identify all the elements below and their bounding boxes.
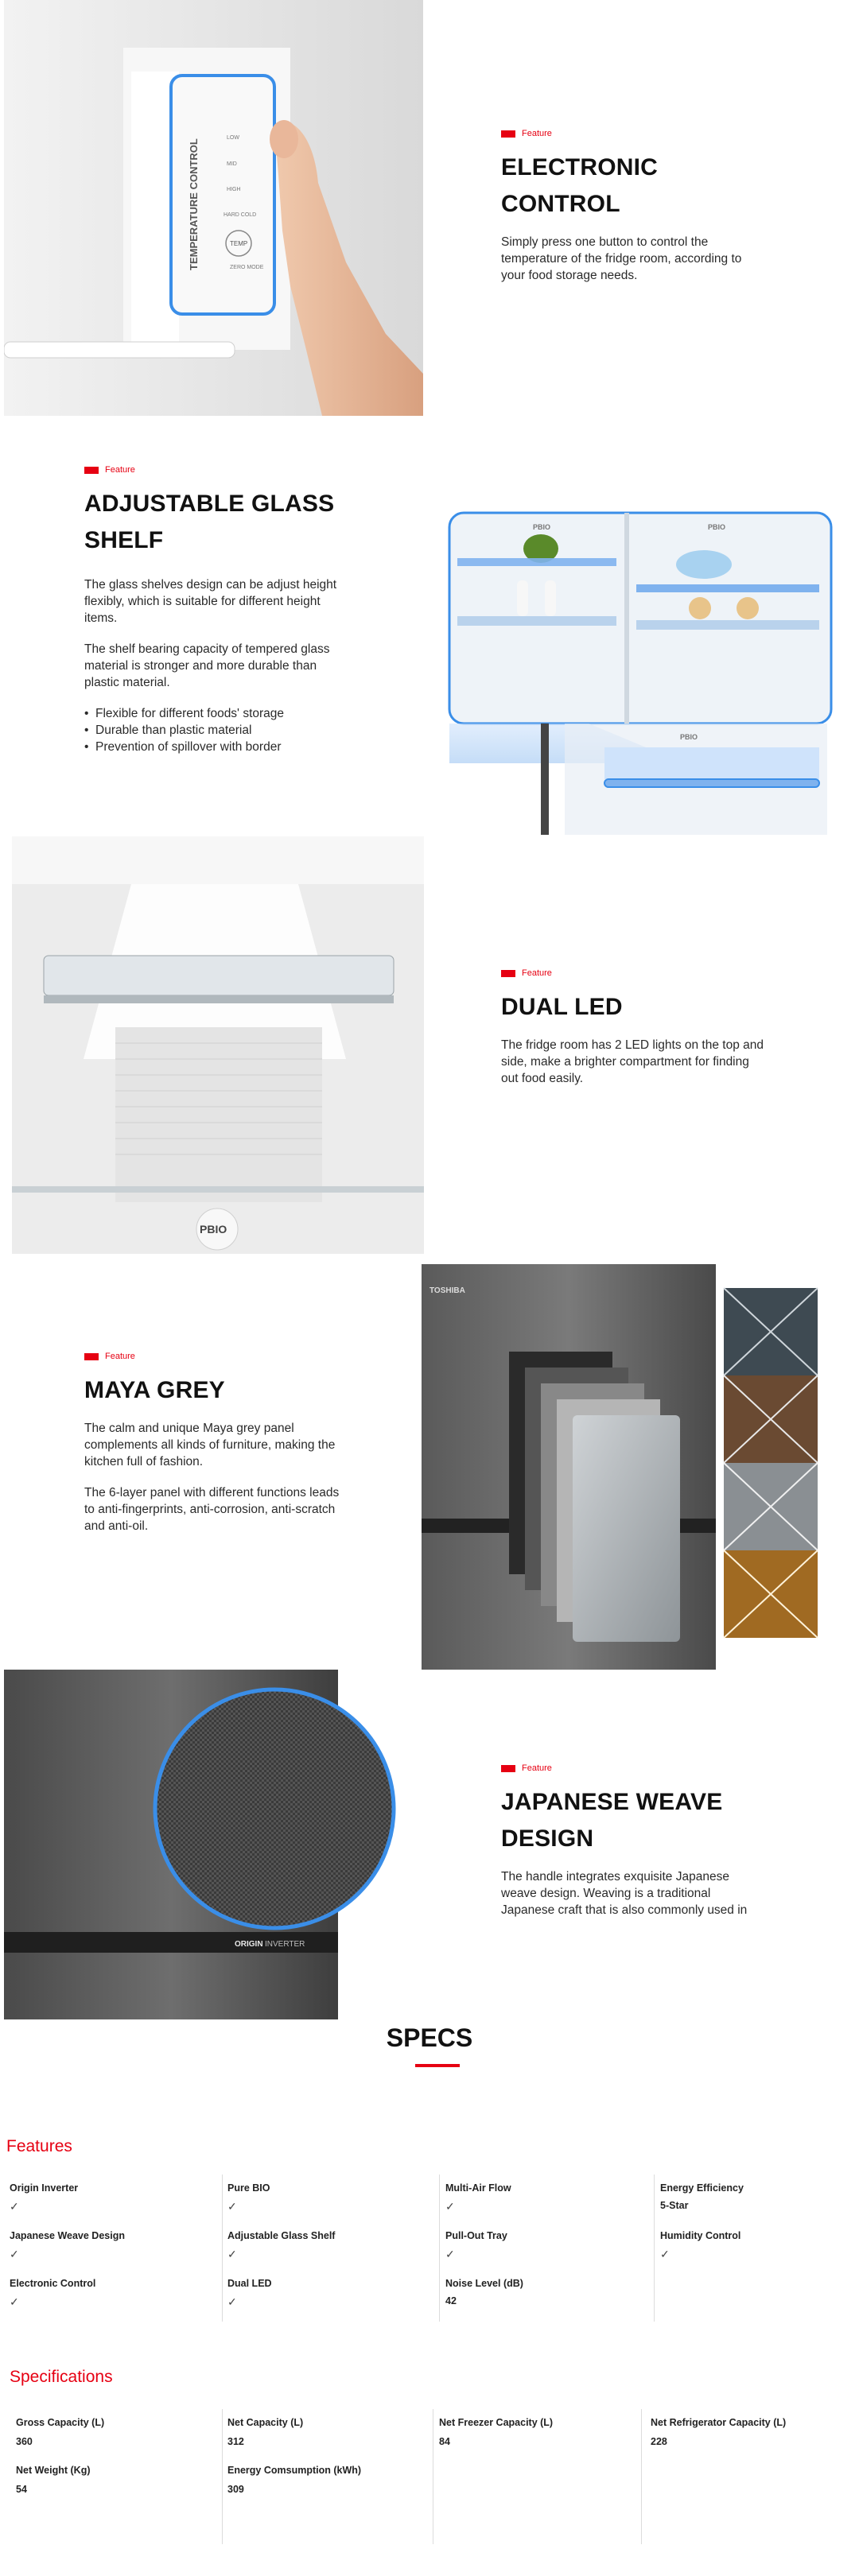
spec-feature-value: 42: [445, 2295, 457, 2306]
weave-design-text: [501, 1763, 764, 1933]
spec-name: Net Freezer Capacity (L): [439, 2417, 554, 2428]
maya-grey-text: [84, 1352, 351, 1549]
feature-tag: Feature: [501, 968, 764, 978]
features-heading: Features: [6, 2137, 72, 2155]
svg-text:PBIO: PBIO: [200, 1223, 227, 1236]
svg-text:PBIO: PBIO: [533, 523, 551, 531]
feature-title: MAYA GREY: [84, 1377, 225, 1403]
dual-led-text: [501, 968, 764, 1101]
column-divider: [222, 2409, 223, 2544]
spec-value: 54: [16, 2484, 27, 2495]
feature-bullets: [84, 705, 351, 755]
feature-tag: Feature: [84, 465, 351, 475]
spec-value: 84: [439, 2436, 450, 2447]
bullet-item: • Prevention of spillover with border: [84, 739, 351, 755]
svg-text:TEMP: TEMP: [230, 240, 248, 247]
svg-text:ZERO MODE: ZERO MODE: [230, 265, 264, 270]
spec-feature-name: Japanese Weave Design: [10, 2230, 125, 2241]
column-divider: [654, 2174, 655, 2322]
check-icon: ✓: [10, 2248, 19, 2260]
feature-title: JAPANESE WEAVE DESIGN: [501, 1789, 723, 1852]
specifications-heading: Specifications: [10, 2368, 113, 2386]
check-icon: ✓: [10, 2200, 19, 2213]
spec-feature-name: Energy Efficiency: [660, 2182, 744, 2194]
column-divider: [641, 2409, 642, 2544]
spec-name: Net Capacity (L): [227, 2417, 304, 2428]
feature-description: The glass shelves design can be adjust height flexibly, which is suitable for different height items.: [84, 578, 337, 625]
check-icon: ✓: [445, 2248, 455, 2260]
svg-text:INVERTER: INVERTER: [265, 1940, 305, 1949]
svg-text:LOW: LOW: [227, 135, 239, 141]
svg-text:PBIO: PBIO: [680, 733, 698, 741]
spec-feature-name: Pure BIO: [227, 2182, 270, 2194]
spec-feature-value: 5-Star: [660, 2200, 689, 2211]
electronic-control-text: [501, 129, 764, 298]
feature-tag: Feature: [501, 1763, 764, 1773]
svg-text:PBIO: PBIO: [708, 523, 726, 531]
adjustable-shelf-text: [84, 465, 351, 755]
spec-feature-name: Pull-Out Tray: [445, 2230, 507, 2241]
column-divider: [222, 2174, 223, 2322]
check-icon: ✓: [10, 2295, 19, 2308]
feature-description: The calm and unique Maya grey panel complements all kinds of furniture, making the kitchen full of fashion.: [84, 1422, 336, 1468]
dual-led-image: [12, 836, 424, 1254]
check-icon: ✓: [445, 2200, 455, 2213]
column-divider: [439, 2174, 440, 2322]
bullet-item: • Durable than plastic material: [84, 722, 351, 739]
spec-feature-name: Multi-Air Flow: [445, 2182, 511, 2194]
feature-description: The handle integrates exquisite Japanese weave design. Weaving is a traditional Japanese craft that is also commonly used in: [501, 1870, 748, 1917]
weave-design-image: [4, 1670, 420, 2019]
spec-value: 228: [651, 2436, 667, 2447]
spec-name: Net Refrigerator Capacity (L): [651, 2417, 787, 2428]
svg-text:HIGH: HIGH: [227, 187, 241, 192]
check-icon: ✓: [227, 2248, 237, 2260]
feature-description: The shelf bearing capacity of tempered glass material is stronger and more durable than plastic material.: [84, 642, 330, 689]
spec-name: Net Weight (Kg): [16, 2465, 91, 2476]
svg-text:TOSHIBA: TOSHIBA: [430, 1286, 465, 1295]
spec-feature-name: Noise Level (dB): [445, 2278, 523, 2289]
svg-text:TEMPERATURE CONTROL: TEMPERATURE CONTROL: [188, 138, 200, 270]
electronic-control-image: [4, 0, 423, 416]
spec-feature-name: Origin Inverter: [10, 2182, 79, 2194]
feature-description: The 6-layer panel with different functions leads to anti-fingerprints, anti-corrosion, anti-scratch and anti-oil.: [84, 1486, 340, 1533]
svg-text:MID: MID: [227, 161, 237, 167]
spec-feature-name: Humidity Control: [660, 2230, 741, 2241]
svg-text:HARD COLD: HARD COLD: [223, 212, 257, 218]
spec-feature-name: Adjustable Glass Shelf: [227, 2230, 336, 2241]
svg-text:ORIGIN: ORIGIN: [235, 1940, 263, 1949]
check-icon: ✓: [227, 2200, 237, 2213]
feature-title: DUAL LED: [501, 994, 623, 1020]
feature-tag: Feature: [501, 129, 764, 138]
spec-name: Gross Capacity (L): [16, 2417, 105, 2428]
feature-tag: Feature: [84, 1352, 351, 1361]
feature-description: The fridge room has 2 LED lights on the top and side, make a brighter compartment for finding out food easily.: [501, 1038, 764, 1085]
feature-title: ADJUSTABLE GLASS SHELF: [84, 491, 335, 553]
specs-underline: [415, 2064, 460, 2067]
spec-feature-name: Dual LED: [227, 2278, 272, 2289]
feature-title: ELECTRONIC CONTROL: [501, 154, 658, 217]
spec-name: Energy Comsumption (kWh): [227, 2465, 362, 2476]
maya-grey-image: [422, 1264, 819, 1670]
specs-title: SPECS: [386, 2023, 473, 2052]
bullet-item: • Flexible for different foods' storage: [84, 705, 351, 722]
spec-value: 360: [16, 2436, 33, 2447]
feature-description: Simply press one button to control the temperature of the fridge room, according to your food storage needs.: [501, 235, 742, 282]
spec-feature-name: Electronic Control: [10, 2278, 96, 2289]
glass-shelf-image: [445, 509, 843, 835]
spec-value: 309: [227, 2484, 244, 2495]
spec-value: 312: [227, 2436, 244, 2447]
check-icon: ✓: [227, 2295, 237, 2308]
check-icon: ✓: [660, 2248, 670, 2260]
